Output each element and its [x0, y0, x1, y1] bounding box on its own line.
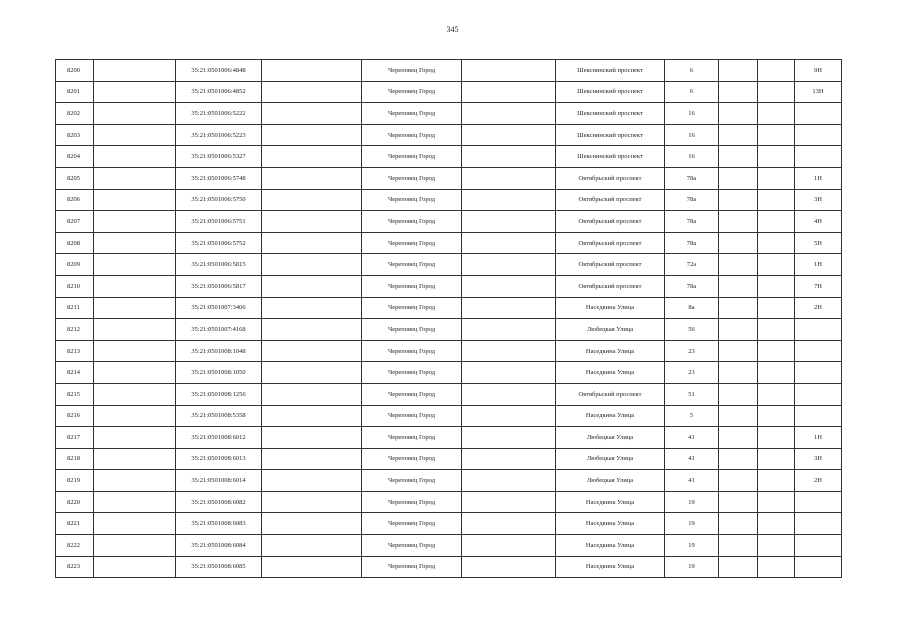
row-number-cell: 8221: [56, 513, 94, 535]
house-number-cell: 19: [665, 513, 719, 535]
street-cell: Октябрьский проспект: [556, 189, 665, 211]
house-number-cell: 41: [665, 470, 719, 492]
row-number-cell: 8202: [56, 103, 94, 125]
row-number-cell: 8216: [56, 405, 94, 427]
empty-cell: [719, 535, 758, 557]
premise-number-cell: 1Н: [795, 167, 842, 189]
empty-cell: [758, 405, 795, 427]
empty-cell: [719, 297, 758, 319]
empty-cell: [462, 340, 556, 362]
table-row: [56, 297, 842, 319]
empty-cell: [758, 124, 795, 146]
empty-cell: [719, 448, 758, 470]
empty-cell: [462, 189, 556, 211]
empty-cell: [719, 189, 758, 211]
empty-cell: [758, 383, 795, 405]
premise-number-cell: [795, 556, 842, 578]
premise-number-cell: 2Н: [795, 470, 842, 492]
empty-cell: [462, 167, 556, 189]
house-number-cell: 16: [665, 103, 719, 125]
empty-cell: [758, 254, 795, 276]
empty-cell: [262, 362, 362, 384]
premise-number-cell: [795, 491, 842, 513]
empty-cell: [94, 275, 176, 297]
empty-cell: [462, 146, 556, 168]
row-number-cell: 8203: [56, 124, 94, 146]
premise-number-cell: [795, 146, 842, 168]
cadastral-number-cell: 35:21:0501008:1048: [176, 340, 262, 362]
city-cell: Череповец Город: [362, 189, 462, 211]
empty-cell: [94, 254, 176, 276]
empty-cell: [719, 513, 758, 535]
empty-cell: [94, 383, 176, 405]
house-number-cell: 23: [665, 340, 719, 362]
row-number-cell: 8200: [56, 60, 94, 82]
premise-number-cell: 2Н: [795, 297, 842, 319]
street-cell: Любецкая Улица: [556, 448, 665, 470]
empty-cell: [262, 513, 362, 535]
empty-cell: [94, 167, 176, 189]
city-cell: Череповец Город: [362, 362, 462, 384]
empty-cell: [462, 81, 556, 103]
row-number-cell: 8204: [56, 146, 94, 168]
empty-cell: [262, 535, 362, 557]
empty-cell: [262, 254, 362, 276]
empty-cell: [462, 124, 556, 146]
table-row: [56, 556, 842, 578]
cadastral-number-cell: 35:21:0501006:4852: [176, 81, 262, 103]
empty-cell: [94, 297, 176, 319]
city-cell: Череповец Город: [362, 146, 462, 168]
empty-cell: [262, 103, 362, 125]
empty-cell: [758, 491, 795, 513]
premise-number-cell: 3Н: [795, 448, 842, 470]
empty-cell: [94, 60, 176, 82]
empty-cell: [262, 211, 362, 233]
empty-cell: [94, 405, 176, 427]
cadastral-number-cell: 35:21:0501006:5222: [176, 103, 262, 125]
empty-cell: [719, 60, 758, 82]
table-row: [56, 491, 842, 513]
row-number-cell: 8209: [56, 254, 94, 276]
empty-cell: [719, 427, 758, 449]
premise-number-cell: [795, 405, 842, 427]
table-row: [56, 124, 842, 146]
empty-cell: [462, 254, 556, 276]
house-number-cell: 78а: [665, 275, 719, 297]
empty-cell: [462, 319, 556, 341]
cadastral-number-cell: 35:21:0501006:5815: [176, 254, 262, 276]
cadastral-number-cell: 35:21:0501008:6083: [176, 513, 262, 535]
house-number-cell: 5: [665, 405, 719, 427]
empty-cell: [719, 167, 758, 189]
empty-cell: [758, 448, 795, 470]
table-row: [56, 340, 842, 362]
city-cell: Череповец Город: [362, 167, 462, 189]
house-number-cell: 19: [665, 556, 719, 578]
street-cell: Октябрьский проспект: [556, 232, 665, 254]
empty-cell: [758, 103, 795, 125]
table-row: [56, 535, 842, 557]
empty-cell: [262, 427, 362, 449]
street-cell: Любецкая Улица: [556, 470, 665, 492]
empty-cell: [94, 535, 176, 557]
cadastral-number-cell: 35:21:0501006:5817: [176, 275, 262, 297]
empty-cell: [462, 513, 556, 535]
street-cell: Наседкина Улица: [556, 491, 665, 513]
premise-number-cell: [795, 103, 842, 125]
cadastral-number-cell: 35:21:0501006:5327: [176, 146, 262, 168]
street-cell: Наседкина Улица: [556, 556, 665, 578]
table-row: [56, 319, 842, 341]
premise-number-cell: [795, 383, 842, 405]
street-cell: Наседкина Улица: [556, 405, 665, 427]
empty-cell: [262, 383, 362, 405]
cadastral-number-cell: 35:21:0501008:6013: [176, 448, 262, 470]
cadastral-number-cell: 35:21:0501008:6084: [176, 535, 262, 557]
cadastral-number-cell: 35:21:0501007:4168: [176, 319, 262, 341]
empty-cell: [758, 470, 795, 492]
empty-cell: [719, 275, 758, 297]
premise-number-cell: 9Н: [795, 60, 842, 82]
empty-cell: [758, 340, 795, 362]
empty-cell: [758, 167, 795, 189]
empty-cell: [719, 124, 758, 146]
house-number-cell: 78а: [665, 167, 719, 189]
empty-cell: [262, 232, 362, 254]
row-number-cell: 8205: [56, 167, 94, 189]
empty-cell: [719, 319, 758, 341]
house-number-cell: 6: [665, 81, 719, 103]
street-cell: Шекснинский проспект: [556, 124, 665, 146]
city-cell: Череповец Город: [362, 513, 462, 535]
premise-number-cell: 1Н: [795, 254, 842, 276]
empty-cell: [462, 556, 556, 578]
empty-cell: [262, 340, 362, 362]
house-number-cell: 78а: [665, 232, 719, 254]
cadastral-number-cell: 35:21:0501008:1256: [176, 383, 262, 405]
city-cell: Череповец Город: [362, 319, 462, 341]
house-number-cell: 23: [665, 362, 719, 384]
row-number-cell: 8215: [56, 383, 94, 405]
empty-cell: [462, 448, 556, 470]
empty-cell: [719, 470, 758, 492]
empty-cell: [262, 60, 362, 82]
street-cell: Шекснинский проспект: [556, 81, 665, 103]
empty-cell: [462, 491, 556, 513]
row-number-cell: 8220: [56, 491, 94, 513]
table-row: [56, 448, 842, 470]
empty-cell: [462, 211, 556, 233]
empty-cell: [462, 297, 556, 319]
city-cell: Череповец Город: [362, 103, 462, 125]
cadastral-number-cell: 35:21:0501008:6014: [176, 470, 262, 492]
house-number-cell: 72а: [665, 254, 719, 276]
city-cell: Череповец Город: [362, 448, 462, 470]
street-cell: Октябрьский проспект: [556, 383, 665, 405]
empty-cell: [94, 232, 176, 254]
empty-cell: [262, 319, 362, 341]
empty-cell: [462, 470, 556, 492]
empty-cell: [758, 232, 795, 254]
table-row: [56, 427, 842, 449]
house-number-cell: 78а: [665, 189, 719, 211]
empty-cell: [94, 319, 176, 341]
row-number-cell: 8219: [56, 470, 94, 492]
empty-cell: [262, 275, 362, 297]
empty-cell: [262, 297, 362, 319]
house-number-cell: 56: [665, 319, 719, 341]
empty-cell: [94, 81, 176, 103]
house-number-cell: 16: [665, 124, 719, 146]
cadastral-number-cell: 35:21:0501006:5750: [176, 189, 262, 211]
city-cell: Череповец Город: [362, 491, 462, 513]
house-number-cell: 41: [665, 448, 719, 470]
empty-cell: [94, 491, 176, 513]
table-row: [56, 146, 842, 168]
empty-cell: [94, 340, 176, 362]
empty-cell: [719, 362, 758, 384]
city-cell: Череповец Город: [362, 275, 462, 297]
registry-table: [55, 59, 842, 578]
empty-cell: [262, 124, 362, 146]
empty-cell: [94, 103, 176, 125]
empty-cell: [719, 405, 758, 427]
empty-cell: [719, 103, 758, 125]
empty-cell: [719, 556, 758, 578]
empty-cell: [719, 383, 758, 405]
premise-number-cell: [795, 340, 842, 362]
row-number-cell: 8206: [56, 189, 94, 211]
row-number-cell: 8223: [56, 556, 94, 578]
empty-cell: [758, 556, 795, 578]
empty-cell: [462, 383, 556, 405]
empty-cell: [262, 491, 362, 513]
street-cell: Шекснинский проспект: [556, 60, 665, 82]
premise-number-cell: [795, 535, 842, 557]
premise-number-cell: 13Н: [795, 81, 842, 103]
table-row: [56, 60, 842, 82]
empty-cell: [758, 535, 795, 557]
house-number-cell: 8а: [665, 297, 719, 319]
empty-cell: [462, 427, 556, 449]
cadastral-number-cell: 35:21:0501006:5751: [176, 211, 262, 233]
table-row: [56, 189, 842, 211]
row-number-cell: 8222: [56, 535, 94, 557]
empty-cell: [719, 491, 758, 513]
empty-cell: [262, 189, 362, 211]
row-number-cell: 8211: [56, 297, 94, 319]
empty-cell: [719, 81, 758, 103]
empty-cell: [758, 297, 795, 319]
street-cell: Октябрьский проспект: [556, 211, 665, 233]
empty-cell: [94, 189, 176, 211]
city-cell: Череповец Город: [362, 340, 462, 362]
empty-cell: [94, 146, 176, 168]
house-number-cell: 19: [665, 491, 719, 513]
empty-cell: [94, 448, 176, 470]
table-row: [56, 470, 842, 492]
table-row: [56, 362, 842, 384]
empty-cell: [462, 535, 556, 557]
empty-cell: [758, 146, 795, 168]
house-number-cell: 51: [665, 383, 719, 405]
house-number-cell: 41: [665, 427, 719, 449]
row-number-cell: 8201: [56, 81, 94, 103]
empty-cell: [262, 167, 362, 189]
street-cell: Октябрьский проспект: [556, 254, 665, 276]
empty-cell: [719, 211, 758, 233]
empty-cell: [719, 232, 758, 254]
cadastral-number-cell: 35:21:0501006:5223: [176, 124, 262, 146]
city-cell: Череповец Город: [362, 470, 462, 492]
empty-cell: [94, 362, 176, 384]
cadastral-number-cell: 35:21:0501006:5752: [176, 232, 262, 254]
page-number: 345: [446, 25, 459, 34]
table-row: [56, 211, 842, 233]
city-cell: Череповец Город: [362, 427, 462, 449]
empty-cell: [758, 60, 795, 82]
city-cell: Череповец Город: [362, 211, 462, 233]
street-cell: Наседкина Улица: [556, 297, 665, 319]
street-cell: Октябрьский проспект: [556, 275, 665, 297]
empty-cell: [94, 124, 176, 146]
premise-number-cell: 5Н: [795, 232, 842, 254]
premise-number-cell: [795, 124, 842, 146]
empty-cell: [758, 81, 795, 103]
street-cell: Наседкина Улица: [556, 340, 665, 362]
cadastral-number-cell: 35:21:0501008:6082: [176, 491, 262, 513]
city-cell: Череповец Город: [362, 60, 462, 82]
empty-cell: [758, 513, 795, 535]
city-cell: Череповец Город: [362, 383, 462, 405]
empty-cell: [719, 340, 758, 362]
empty-cell: [262, 556, 362, 578]
empty-cell: [94, 211, 176, 233]
row-number-cell: 8208: [56, 232, 94, 254]
table-row: [56, 232, 842, 254]
empty-cell: [262, 81, 362, 103]
empty-cell: [462, 103, 556, 125]
table-row: [56, 513, 842, 535]
house-number-cell: 16: [665, 146, 719, 168]
premise-number-cell: 1Н: [795, 427, 842, 449]
table-row: [56, 405, 842, 427]
empty-cell: [758, 211, 795, 233]
empty-cell: [262, 448, 362, 470]
empty-cell: [462, 232, 556, 254]
table-row: [56, 254, 842, 276]
premise-number-cell: [795, 319, 842, 341]
street-cell: Наседкина Улица: [556, 513, 665, 535]
cadastral-number-cell: 35:21:0501008:5358: [176, 405, 262, 427]
street-cell: Наседкина Улица: [556, 362, 665, 384]
empty-cell: [462, 405, 556, 427]
row-number-cell: 8207: [56, 211, 94, 233]
row-number-cell: 8218: [56, 448, 94, 470]
premise-number-cell: [795, 362, 842, 384]
city-cell: Череповец Город: [362, 297, 462, 319]
table-row: [56, 81, 842, 103]
city-cell: Череповец Город: [362, 232, 462, 254]
empty-cell: [462, 60, 556, 82]
street-cell: Шекснинский проспект: [556, 103, 665, 125]
row-number-cell: 8214: [56, 362, 94, 384]
empty-cell: [462, 275, 556, 297]
empty-cell: [719, 146, 758, 168]
empty-cell: [262, 146, 362, 168]
row-number-cell: 8210: [56, 275, 94, 297]
empty-cell: [262, 470, 362, 492]
table-row: [56, 275, 842, 297]
row-number-cell: 8212: [56, 319, 94, 341]
city-cell: Череповец Город: [362, 254, 462, 276]
house-number-cell: 6: [665, 60, 719, 82]
cadastral-number-cell: 35:21:0501008:1050: [176, 362, 262, 384]
empty-cell: [94, 513, 176, 535]
street-cell: Любецкая Улица: [556, 319, 665, 341]
cadastral-number-cell: 35:21:0501008:6085: [176, 556, 262, 578]
street-cell: Октябрьский проспект: [556, 167, 665, 189]
empty-cell: [462, 362, 556, 384]
street-cell: Наседкина Улица: [556, 535, 665, 557]
empty-cell: [94, 556, 176, 578]
table-row: [56, 167, 842, 189]
house-number-cell: 19: [665, 535, 719, 557]
premise-number-cell: [795, 513, 842, 535]
table-row: [56, 103, 842, 125]
empty-cell: [94, 427, 176, 449]
cadastral-number-cell: 35:21:0501007:3406: [176, 297, 262, 319]
empty-cell: [262, 405, 362, 427]
city-cell: Череповец Город: [362, 556, 462, 578]
city-cell: Череповец Город: [362, 405, 462, 427]
empty-cell: [94, 470, 176, 492]
premise-number-cell: 7Н: [795, 275, 842, 297]
row-number-cell: 8213: [56, 340, 94, 362]
empty-cell: [758, 189, 795, 211]
city-cell: Череповец Город: [362, 124, 462, 146]
table-row: [56, 383, 842, 405]
premise-number-cell: 3Н: [795, 189, 842, 211]
city-cell: Череповец Город: [362, 81, 462, 103]
street-cell: Любецкая Улица: [556, 427, 665, 449]
house-number-cell: 78а: [665, 211, 719, 233]
premise-number-cell: 4Н: [795, 211, 842, 233]
cadastral-number-cell: 35:21:0501008:6012: [176, 427, 262, 449]
cadastral-number-cell: 35:21:0501006:5748: [176, 167, 262, 189]
cadastral-number-cell: 35:21:0501006:4848: [176, 60, 262, 82]
street-cell: Шекснинский проспект: [556, 146, 665, 168]
row-number-cell: 8217: [56, 427, 94, 449]
empty-cell: [758, 362, 795, 384]
registry-table-body: [56, 60, 842, 578]
empty-cell: [758, 319, 795, 341]
empty-cell: [758, 275, 795, 297]
empty-cell: [719, 254, 758, 276]
city-cell: Череповец Город: [362, 535, 462, 557]
empty-cell: [758, 427, 795, 449]
